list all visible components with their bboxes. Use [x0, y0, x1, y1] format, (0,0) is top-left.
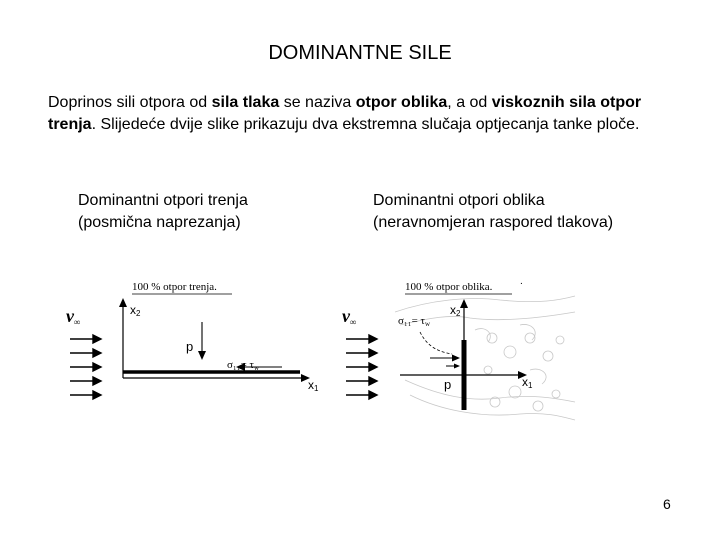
para-bold-form-drag: otpor oblika [355, 94, 448, 111]
caption-friction-line2: (posmična naprezanja) [78, 214, 241, 231]
caption-form-line2: (neravnomjeran raspored tlakova) [373, 214, 614, 231]
fig-left-v-label: v∞ [66, 306, 81, 327]
para-bold-viscous: viskoznih sila otpor trenja [48, 94, 642, 133]
para-text-4: . Slijedeće dvije slike prikazuju dva ekstremna slučaja optjecanja tanke ploče. [91, 116, 640, 133]
fig-right-v-label: v∞ [342, 306, 357, 327]
fig-right-pressure-arrows [430, 355, 460, 369]
fig-left-p-label: p [186, 339, 194, 354]
para-text-3: , a od [447, 94, 492, 111]
para-bold-pressure: sila tlaka [211, 94, 280, 111]
fig-left-x2-label: x2 [130, 303, 141, 318]
fig-right-sigma-label: σ₁₁= τw [398, 315, 431, 328]
slide-title: DOMINANTNE SILE [268, 42, 452, 64]
fig-right-inflow-arrows [346, 335, 377, 399]
fig-right-callout [420, 332, 452, 354]
caption-friction-line1: Dominantni otpori trenja [78, 192, 248, 209]
page-number: 6 [663, 496, 671, 512]
fig-right-dot: . [520, 276, 523, 287]
fig-right-heading: 100 % otpor oblika. [405, 281, 493, 293]
fig-right-p-label: p [444, 377, 452, 392]
fig-left-sigma-label: σ₁₁= τw [227, 359, 260, 372]
fig-left-heading: 100 % otpor trenja. [132, 281, 217, 293]
fig-right-x1-label: x1 [522, 375, 533, 390]
fig-left-x1-label: x1 [308, 378, 319, 393]
para-text-2: se naziva [279, 94, 356, 111]
fig-right-x2-label: x2 [450, 303, 461, 318]
para-text-1: Doprinos sili otpora od [48, 94, 212, 111]
caption-form-line1: Dominantni otpori oblika [373, 192, 545, 209]
